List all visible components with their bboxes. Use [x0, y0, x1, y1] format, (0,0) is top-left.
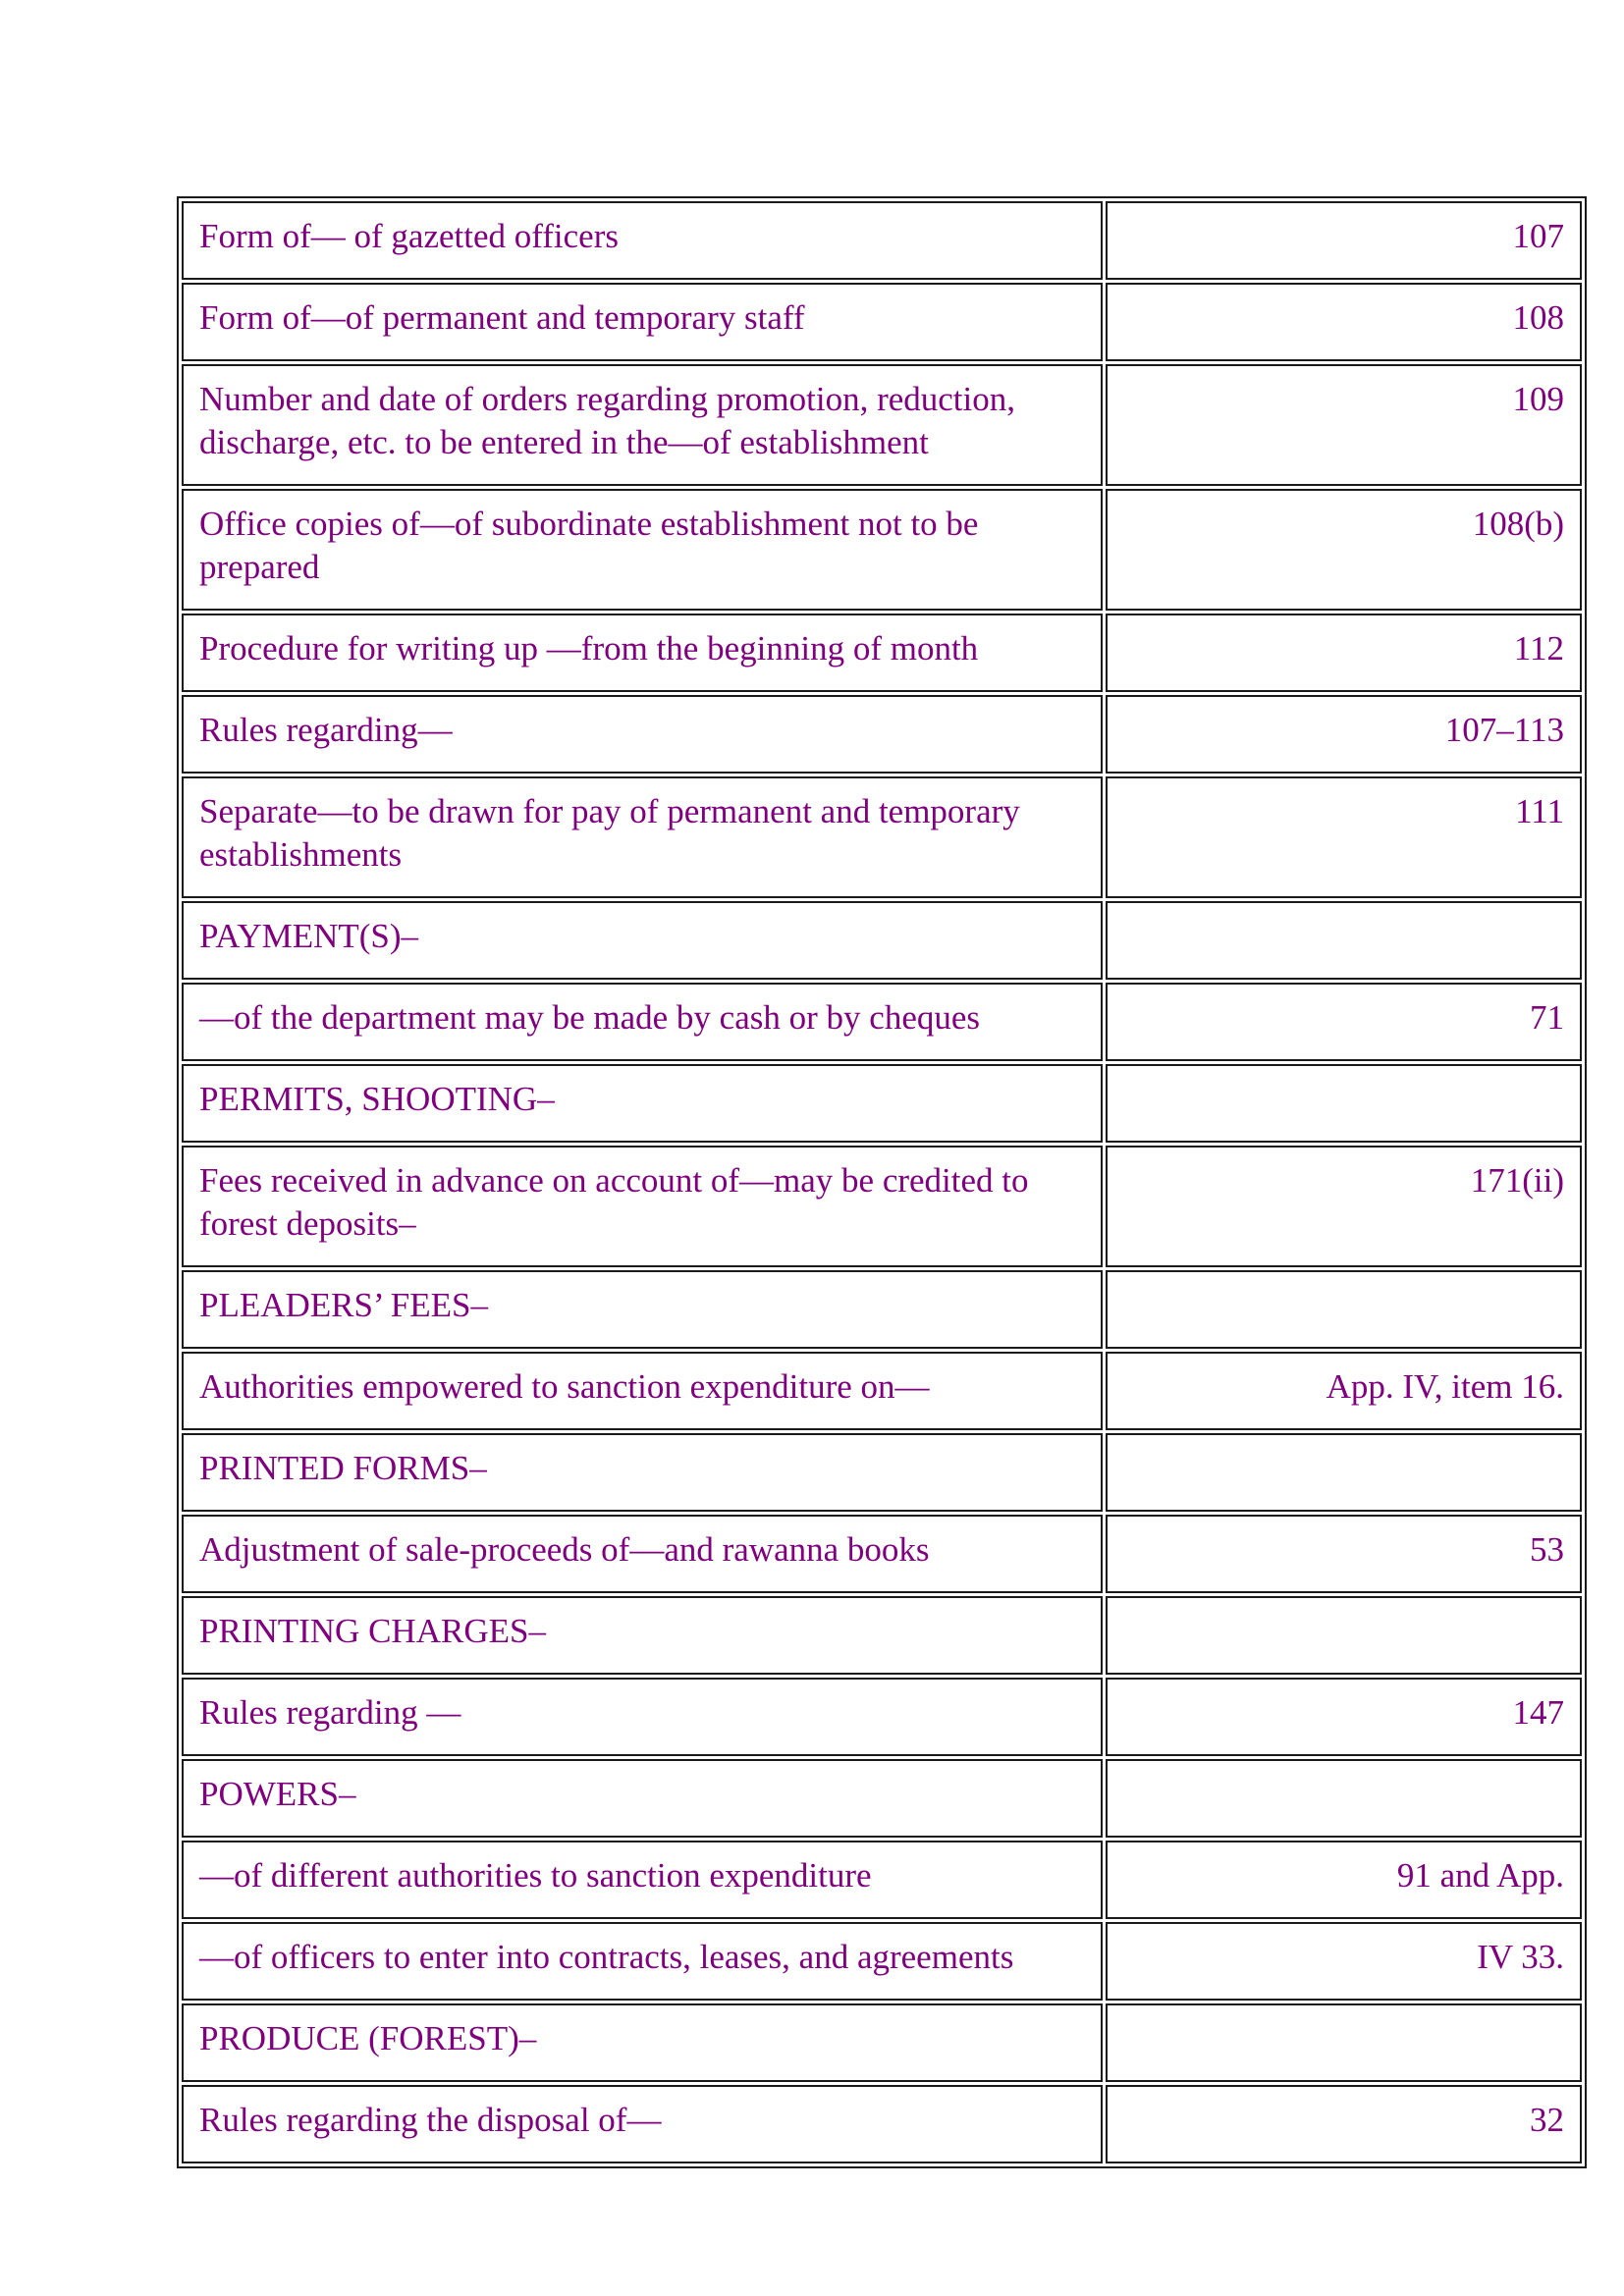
index-entry-reference: 108(b): [1106, 489, 1582, 611]
section-heading: PRODUCE (FOREST)–: [182, 2003, 1103, 2082]
section-heading-row: [182, 1064, 1582, 1143]
table-row: [182, 695, 1582, 774]
table-row: [182, 1515, 1582, 1593]
index-entry-text: —of officers to enter into contracts, leases, and agreements: [182, 1922, 1103, 2001]
table-row: [182, 983, 1582, 1061]
index-entry-reference: [1106, 1759, 1582, 1838]
table-row: [182, 1678, 1582, 1756]
index-entry-reference: 171(ii): [1106, 1146, 1582, 1267]
index-entry-reference: 108: [1106, 283, 1582, 361]
index-entry-reference: 32: [1106, 2085, 1582, 2163]
section-heading: PERMITS, SHOOTING–: [182, 1064, 1103, 1143]
index-entry-reference: [1106, 1270, 1582, 1349]
section-heading: POWERS–: [182, 1759, 1103, 1838]
index-entry-text: Number and date of orders regarding promotion, reduction, discharge, etc. to be entered in the—of establishment: [182, 364, 1103, 486]
section-heading: PLEADERS’ FEES–: [182, 1270, 1103, 1349]
index-entry-reference: 107: [1106, 201, 1582, 280]
index-entry-reference: [1106, 2003, 1582, 2082]
index-entry-reference: 91 and App.: [1106, 1841, 1582, 1919]
index-entry-reference: 107–113: [1106, 695, 1582, 774]
index-entry-reference: [1106, 1596, 1582, 1675]
section-heading: PAYMENT(S)–: [182, 901, 1103, 980]
index-entry-text: Authorities empowered to sanction expenditure on—: [182, 1352, 1103, 1430]
section-heading-row: [182, 1596, 1582, 1675]
table-row: [182, 1922, 1582, 2001]
index-entry-text: —of different authorities to sanction expenditure: [182, 1841, 1103, 1919]
index-entry-reference: 147: [1106, 1678, 1582, 1756]
section-heading-row: [182, 1433, 1582, 1512]
index-entry-reference: 71: [1106, 983, 1582, 1061]
table-row: [182, 614, 1582, 692]
index-entry-text: Office copies of—of subordinate establishment not to be prepared: [182, 489, 1103, 611]
section-heading-row: [182, 1759, 1582, 1838]
table-row: [182, 201, 1582, 280]
table-row: [182, 283, 1582, 361]
index-entry-text: Form of—of permanent and temporary staff: [182, 283, 1103, 361]
index-entry-reference: [1106, 1433, 1582, 1512]
index-entry-text: Form of— of gazetted officers: [182, 201, 1103, 280]
table-row: [182, 1841, 1582, 1919]
index-entry-text: Fees received in advance on account of—may be credited to forest deposits–: [182, 1146, 1103, 1267]
index-entry-reference: 111: [1106, 776, 1582, 898]
index-table: [177, 196, 1587, 2168]
table-row: [182, 776, 1582, 898]
section-heading-row: [182, 901, 1582, 980]
index-entry-text: Separate—to be drawn for pay of permanent and temporary establishments: [182, 776, 1103, 898]
index-entry-reference: 112: [1106, 614, 1582, 692]
section-heading: PRINTED FORMS–: [182, 1433, 1103, 1512]
index-entry-reference: [1106, 901, 1582, 980]
index-entry-reference: 109: [1106, 364, 1582, 486]
index-entry-text: Rules regarding the disposal of—: [182, 2085, 1103, 2163]
table-row: [182, 1146, 1582, 1267]
index-entry-reference: [1106, 1064, 1582, 1143]
index-entry-reference: 53: [1106, 1515, 1582, 1593]
index-entry-text: Rules regarding—: [182, 695, 1103, 774]
table-row: [182, 2085, 1582, 2163]
table-row: [182, 489, 1582, 611]
section-heading-row: [182, 1270, 1582, 1349]
index-entry-text: —of the department may be made by cash or by cheques: [182, 983, 1103, 1061]
table-row: [182, 364, 1582, 486]
index-entry-text: Rules regarding —: [182, 1678, 1103, 1756]
index-entry-text: Procedure for writing up —from the beginning of month: [182, 614, 1103, 692]
index-entry-text: Adjustment of sale-proceeds of—and rawanna books: [182, 1515, 1103, 1593]
section-heading-row: [182, 2003, 1582, 2082]
table-row: [182, 1352, 1582, 1430]
index-entry-reference: IV 33.: [1106, 1922, 1582, 2001]
section-heading: PRINTING CHARGES–: [182, 1596, 1103, 1675]
index-entry-reference: App. IV, item 16.: [1106, 1352, 1582, 1430]
